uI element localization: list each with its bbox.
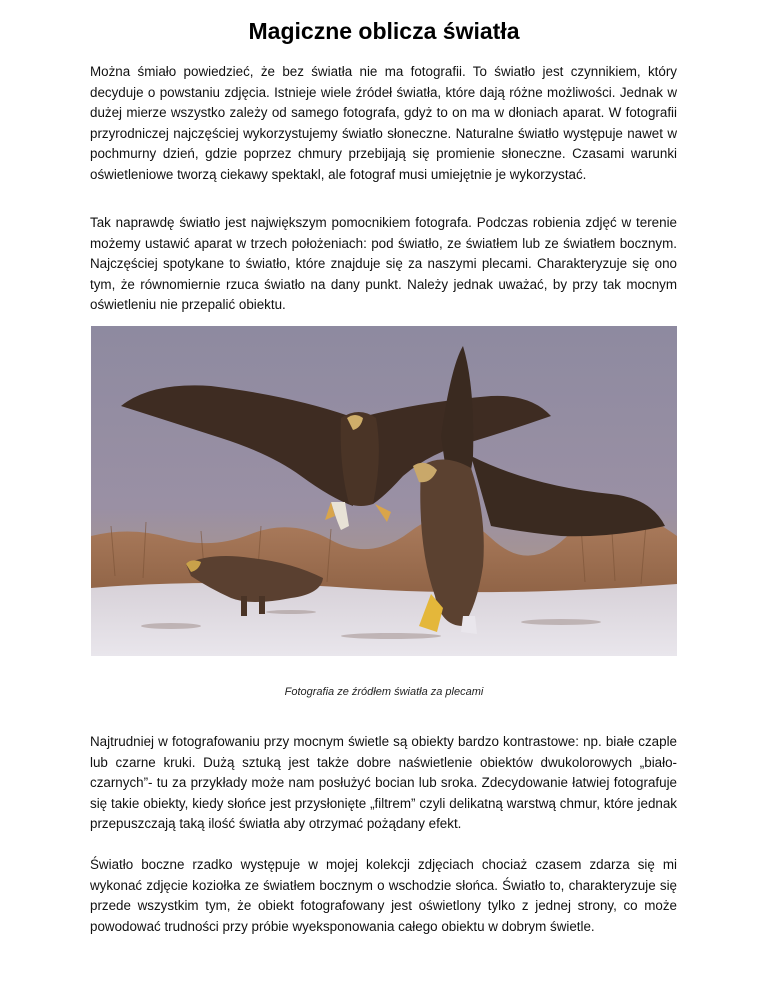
paragraph-contrast: Najtrudniej w fotografowaniu przy mocnym świetle są obiekty bardzo kontrastowe: np. białe czaple lub czarne kruki. Dużą sztuką jest także dobre naświetlenie obiektów dwukolorowych „biało-czarnych”- tu za przykłady może nam posłużyć bocian lub sroka. Zdecydowanie łatwiej fotografuje się takie obiekty, kiedy słońce jest przysłonięte „filtrem” czyli delikatną warstwą chmur, które jednak przepuszczają taką ilość światła aby otrzymać pożądany efekt. (90, 734, 677, 831)
eagles-photo (91, 326, 677, 656)
paragraph-light-helper: Tak naprawdę światło jest największym pomocnikiem fotografa. Podczas robienia zdjęć w terenie możemy ustawić aparat w trzech położeniach: pod światło, ze światłem lub ze światłem bocznym. Najczęściej spotykane to światło, które znajduje się za naszymi plecami. Charakteryzuje się ono tym, że równomiernie rzuca światło na dany punkt. Należy jednak uważać, by przy tak mocnym oświetleniu nie przepalić obiektu. (90, 215, 677, 312)
photo-caption: Fotografia ze źródłem światła za plecami (284, 686, 484, 698)
document-title: Magiczne oblicza światła (248, 18, 520, 44)
paragraph-intro: Można śmiało powiedzieć, że bez światła nie ma fotografii. To światło jest czynnikiem, który decyduje o powstaniu zdjęcia. Istnieje wiele źródeł światła, które dają różne możliwości. Jednak w dużej mierze wszystko zależy od samego fotografa, gdyż to on ma w dłoniach aparat. W fotografii przyrodniczej najczęściej wykorzystujemy światło słoneczne. Naturalne światło występuje nawet w pochmurny dzień, gdzie poprzez chmury przebijają się promienie słoneczne. Czasami warunki oświetleniowe tworzą ciekawy spektakl, ale fotograf musi umiejętnie je wykorzystać. (90, 64, 677, 182)
paragraph-side-light: Światło boczne rzadko występuje w mojej kolekcji zdjęciach chociaż czasem zdarza się mi wykonać zdjęcie koziołka ze światłem bocznym o wschodzie słońca. Światło to, charakteryzuje się przede wszystkim tym, że obiekt fotografowany jest oświetlony tylko z jednej strony, co może powodować trudności przy próbie wyeksponowania całego obiektu w dobrym świetle. (90, 857, 677, 934)
